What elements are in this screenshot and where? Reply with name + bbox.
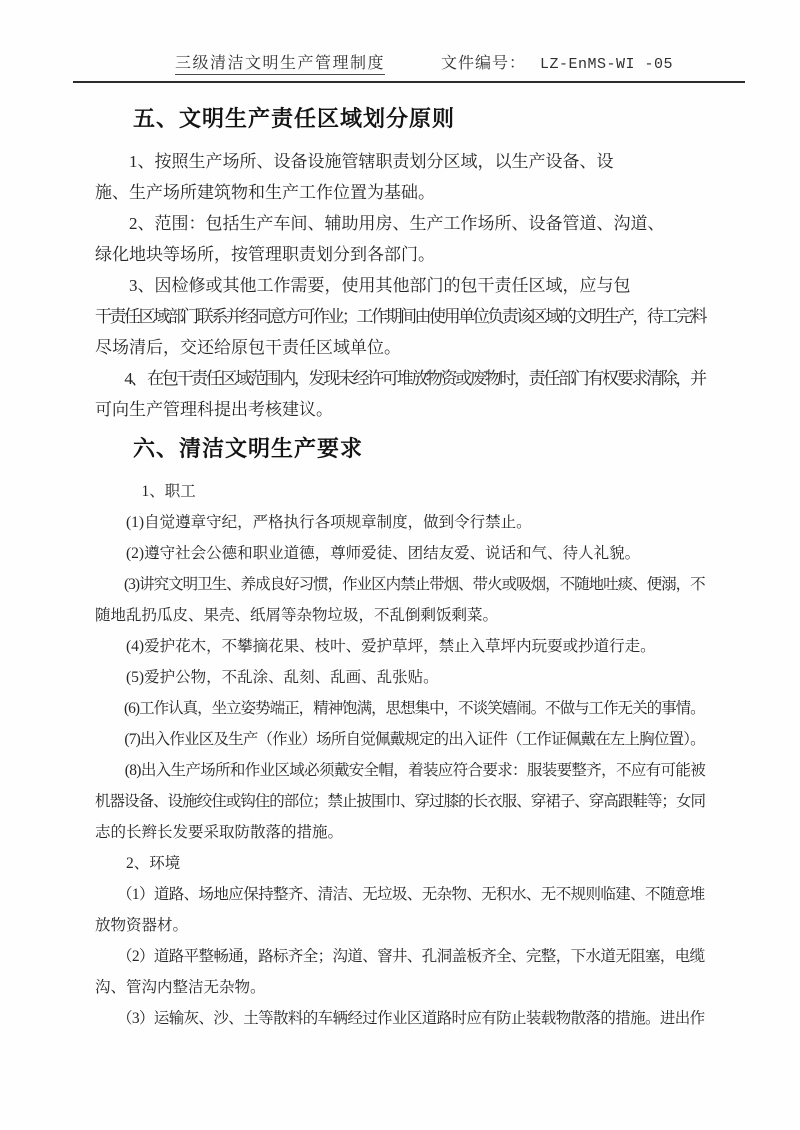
text-line: (2)遵守社会公德和职业道德，尊师爱徒、团结友爱、说话和气、待人礼貌。 — [95, 545, 641, 562]
text-line: 沟、管沟内整洁无杂物。 — [95, 979, 266, 996]
text-line: （1）道路、场地应保持整齐、清洁、无垃圾、无杂物、无积水、无不规则临建、不随意堆 — [95, 886, 705, 903]
text-line: (3)讲究文明卫生、养成良好习惯，作业区内禁止带烟、带火或吸烟，不随地吐痰、便溺，不 — [95, 576, 705, 593]
header-doc-title: 三级清洁文明生产管理制度 — [175, 50, 385, 75]
text-line: 尽场清后，交还给原包干责任区域单位。 — [95, 338, 401, 357]
section-lines — [95, 476, 705, 1034]
header-file-no-value: LZ-EnMS-WI -05 — [540, 56, 674, 73]
section-responsibility-areas — [95, 105, 705, 425]
text-line: 干责任区域部门联系并经同意方可作业；工作期间由使用单位负责该区域的文明生产，待工完料 — [95, 307, 705, 326]
text-line: 2、范围：包括生产车间、辅助用房、生产工作场所、设备管道、沟道、 — [95, 214, 665, 233]
text-line: 随地乱扔瓜皮、果壳、纸屑等杂物垃圾，不乱倒剩饭剩菜。 — [95, 607, 499, 624]
section-production-requirements — [95, 435, 705, 1034]
text-line: (6)工作认真，坐立姿势端正，精神饱满，思想集中，不谈笑嬉闹。不做与工作无关的事情。 — [95, 700, 705, 717]
text-line: 绿化地块等场所，按管理职责划分到各部门。 — [95, 245, 435, 264]
document-body — [0, 105, 800, 1034]
text-line: 机器设备、设施绞住或钩住的部位；禁止披围巾、穿过膝的长衣服、穿裙子、穿高跟鞋等；女同 — [95, 793, 706, 810]
text-line: (8)出入生产场所和作业区域必须戴安全帽，着装应符合要求：服装要整齐，不应有可能被 — [95, 762, 706, 779]
text-line: （2）道路平整畅通，路标齐全；沟道、窨井、孔洞盖板齐全、完整，下水道无阻塞，电缆 — [95, 948, 705, 965]
text-line: 2、环境 — [95, 855, 181, 872]
text-line: (1)自觉遵章守纪，严格执行各项规章制度，做到令行禁止。 — [95, 514, 532, 531]
text-line: 放物资器材。 — [95, 917, 189, 934]
header-row — [175, 0, 740, 75]
text-line: 4、 在包干责任区域范围内，发现未经许可堆放物资或废物时，责任部门有权要求清除，并 — [95, 369, 705, 388]
text-line: （3）运输灰、沙、土等散料的车辆经过作业区道路时应有防止装载物散落的措施。进出作 — [95, 1010, 705, 1027]
text-line: 施、生产场所建筑物和生产工作位置为基础。 — [95, 183, 435, 202]
text-line: 1、职工 — [95, 483, 196, 500]
text-line: 3、因检修或其他工作需要，使用其他部门的包干责任区域，应与包 — [95, 276, 631, 295]
text-line: 可向生产管理科提出考核建议。 — [95, 400, 333, 419]
text-line: 1、按照生产场所、设备设施管辖职责划分区域，以生产设备、设 — [95, 152, 614, 171]
text-line: (7)出入作业区及生产（作业）场所自觉佩戴规定的出入证件（工作证佩戴在左上胸位置）。 — [95, 731, 705, 748]
text-line: (4)爱护花木，不攀摘花果、枝叶、爱护草坪，禁止入草坪内玩耍或抄道行走。 — [95, 638, 656, 655]
header-rule — [73, 81, 745, 83]
section-heading: 六、清洁文明生产要求 — [133, 436, 364, 461]
text-line: (5)爱护公物，不乱涂、乱刻、乱画、乱张贴。 — [95, 669, 439, 686]
header-file-no-label: 文件编号： — [441, 55, 527, 72]
text-line: 志的长辫长发要采取防散落的措施。 — [95, 824, 344, 841]
page-header — [0, 0, 800, 83]
section-lines — [95, 146, 705, 425]
section-heading: 五、文明生产责任区域划分原则 — [133, 106, 456, 131]
